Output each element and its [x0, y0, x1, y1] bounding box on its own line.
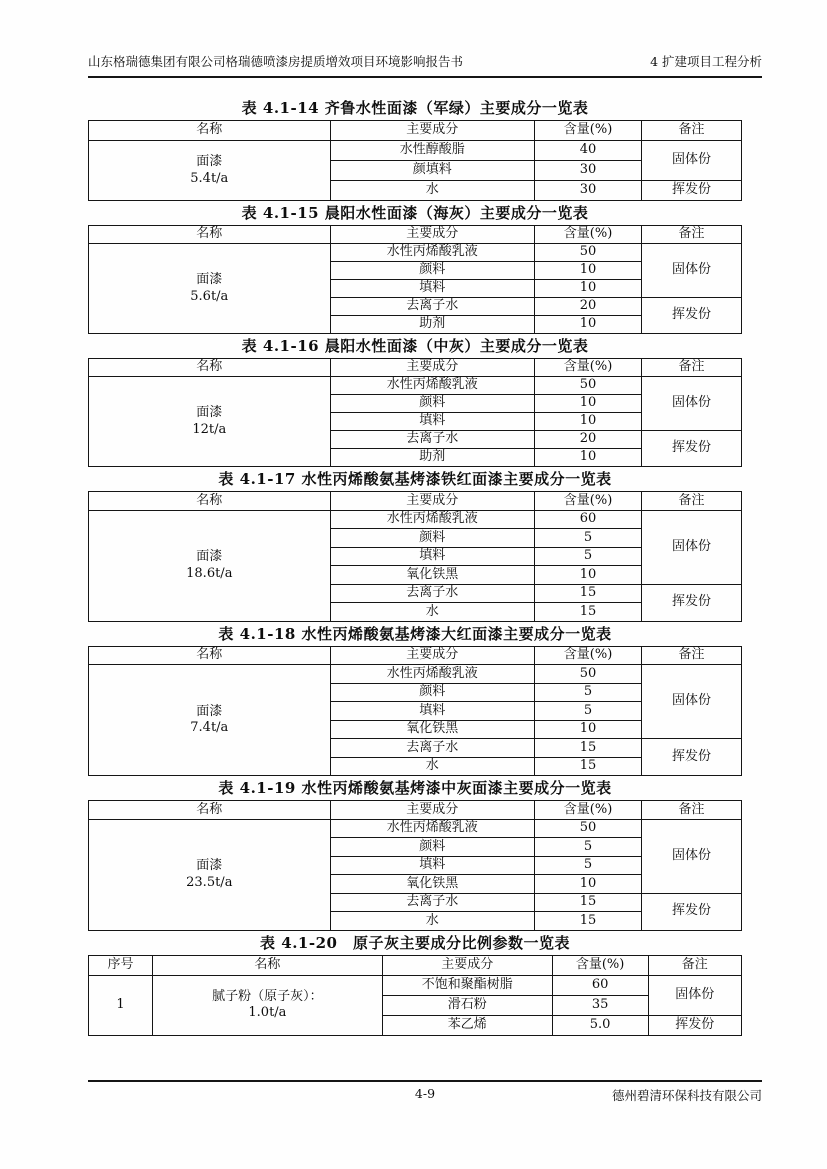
content-cell: 5 — [534, 529, 641, 548]
header-chapter: 4 扩建项目工程分析 — [650, 54, 762, 69]
content-cell: 20 — [534, 431, 641, 449]
table-header-row — [89, 226, 742, 244]
footer-company: 德州碧清环保科技有限公司 — [611, 1088, 762, 1103]
name-line: 7.4t/a — [190, 720, 229, 735]
component-cell: 颜料 — [330, 683, 534, 702]
component-cell: 去离子水 — [330, 298, 534, 316]
remark-cell: 固体份 — [642, 244, 742, 298]
table-title: 表 4.1-18 水性丙烯酸氨基烤漆大红面漆主要成分一览表 — [218, 624, 612, 643]
remark-cell: 挥发份 — [642, 431, 742, 467]
header-cell: 主要成分 — [330, 646, 534, 665]
table-title: 表 4.1-20 原子灰主要成分比例参数一览表 — [260, 933, 570, 952]
content-cell: 5 — [534, 683, 641, 702]
header-cell: 主要成分 — [330, 226, 534, 244]
header-cell: 名称 — [89, 359, 331, 377]
remark-cell: 固体份 — [648, 975, 741, 1015]
name-line: 5.4t/a — [190, 170, 229, 186]
component-cell: 去离子水 — [330, 584, 534, 603]
components-table — [88, 491, 742, 622]
content-cell: 5 — [534, 547, 641, 566]
name-line: 面漆 — [196, 703, 223, 719]
components-table — [88, 225, 742, 334]
content-cell: 20 — [534, 298, 641, 316]
content-cell: 15 — [534, 893, 641, 912]
component-cell: 去离子水 — [330, 431, 534, 449]
header-cell: 备注 — [642, 121, 742, 141]
content-cell: 10 — [534, 720, 641, 739]
remark-cell: 固体份 — [642, 141, 742, 181]
content-cell: 10 — [534, 316, 641, 334]
content-cell: 10 — [534, 413, 641, 431]
component-cell: 苯乙烯 — [382, 1015, 552, 1035]
table-row — [89, 665, 742, 684]
remark-cell: 挥发份 — [642, 181, 742, 201]
component-cell: 水性丙烯酸乳液 — [330, 377, 534, 395]
name-cell — [89, 141, 331, 201]
table-title: 表 4.1-14 齐鲁水性面漆（军绿）主要成分一览表 — [241, 99, 589, 117]
content-cell: 10 — [534, 566, 641, 585]
name-line: 23.5t/a — [186, 874, 233, 890]
table-header-row — [89, 955, 742, 975]
components-table — [88, 646, 742, 777]
header-cell: 名称 — [152, 955, 382, 975]
component-cell: 颜填料 — [330, 161, 534, 181]
component-cell: 填料 — [330, 280, 534, 298]
component-cell: 水性丙烯酸乳液 — [330, 510, 534, 529]
header-cell: 含量(%) — [534, 121, 641, 141]
component-cell: 助剂 — [330, 316, 534, 334]
header-cell: 含量(%) — [534, 359, 641, 377]
remark-cell: 挥发份 — [642, 584, 742, 621]
content-cell: 5 — [534, 702, 641, 721]
header-cell: 主要成分 — [330, 492, 534, 511]
content-cell: 15 — [534, 584, 641, 603]
header-cell: 名称 — [89, 121, 331, 141]
name-line: 面漆 — [196, 858, 223, 874]
component-cell: 去离子水 — [330, 739, 534, 758]
name-cell — [89, 665, 331, 776]
content-cell: 5.0 — [552, 1015, 648, 1035]
header-cell: 主要成分 — [330, 801, 534, 820]
name-cell — [89, 377, 331, 467]
component-cell: 氧化铁黑 — [330, 875, 534, 894]
table-header-row — [89, 121, 742, 141]
component-cell: 水性丙烯酸乳液 — [330, 244, 534, 262]
header-cell: 备注 — [642, 646, 742, 665]
header-cell: 名称 — [89, 226, 331, 244]
name-line: 18.6t/a — [186, 565, 233, 581]
page-footer — [88, 1080, 762, 1103]
table-title: 表 4.1-16 晨阳水性面漆（中灰）主要成分一览表 — [241, 337, 589, 355]
table-header-row — [89, 801, 742, 820]
component-cell: 助剂 — [330, 449, 534, 467]
table-title: 表 4.1-17 水性丙烯酸氨基烤漆铁红面漆主要成分一览表 — [218, 470, 612, 488]
header-cell: 名称 — [89, 801, 331, 820]
remark-cell: 固体份 — [642, 510, 742, 584]
header-cell: 含量(%) — [534, 226, 641, 244]
remark-cell: 挥发份 — [648, 1015, 741, 1035]
header-cell: 名称 — [89, 492, 331, 511]
header-cell: 含量(%) — [534, 646, 641, 665]
remark-cell: 固体份 — [642, 377, 742, 431]
name-cell — [89, 510, 331, 621]
table-row — [89, 141, 742, 161]
component-cell: 填料 — [330, 702, 534, 721]
table-title: 表 4.1-19 水性丙烯酸氨基烤漆中灰面漆主要成分一览表 — [218, 779, 612, 797]
page-header — [88, 52, 762, 78]
component-cell: 填料 — [330, 413, 534, 431]
content-cell: 10 — [534, 280, 641, 298]
name-line: 1.0t/a — [248, 1005, 287, 1020]
header-cell: 主要成分 — [330, 121, 534, 141]
component-cell: 氧化铁黑 — [330, 566, 534, 585]
content-cell: 30 — [534, 161, 641, 181]
component-cell: 水性醇酸脂 — [330, 141, 534, 161]
remark-cell: 挥发份 — [642, 739, 742, 776]
remark-cell: 挥发份 — [642, 893, 742, 930]
component-cell: 去离子水 — [330, 893, 534, 912]
component-cell: 氧化铁黑 — [330, 720, 534, 739]
name-cell — [89, 244, 331, 334]
name-cell — [152, 975, 382, 1035]
content-cell: 5 — [534, 838, 641, 857]
component-cell: 填料 — [330, 547, 534, 566]
header-cell: 备注 — [642, 226, 742, 244]
page-number: 4-9 — [414, 1086, 436, 1101]
name-line: 腻子粉（原子灰）： — [212, 988, 323, 1004]
remark-cell: 固体份 — [642, 819, 742, 893]
component-cell: 水 — [330, 603, 534, 622]
component-cell: 颜料 — [330, 529, 534, 548]
content-cell: 40 — [534, 141, 641, 161]
content-cell: 50 — [534, 665, 641, 684]
header-cell: 备注 — [648, 955, 741, 975]
header-cell: 备注 — [642, 801, 742, 820]
component-cell: 颜料 — [330, 262, 534, 280]
name-line: 面漆 — [196, 272, 223, 288]
name-line: 12t/a — [192, 421, 227, 437]
components-table — [88, 800, 742, 931]
header-cell: 含量(%) — [552, 955, 648, 975]
content-cell: 60 — [534, 510, 641, 529]
remark-cell: 固体份 — [642, 665, 742, 739]
components-table — [88, 358, 742, 467]
component-cell: 水性丙烯酸乳液 — [330, 819, 534, 838]
component-cell: 填料 — [330, 856, 534, 875]
header-cell: 序号 — [89, 955, 153, 975]
table-row — [89, 244, 742, 262]
header-cell: 名称 — [89, 646, 331, 665]
components-table — [88, 955, 742, 1036]
component-cell: 水 — [330, 912, 534, 931]
table-row — [89, 975, 742, 995]
content-cell: 50 — [534, 377, 641, 395]
table-title: 表 4.1-15 晨阳水性面漆（海灰）主要成分一览表 — [241, 204, 589, 222]
header-report-title: 山东格瑞德集团有限公司格瑞德喷漆房提质增效项目环境影响报告书 — [88, 54, 464, 69]
content-cell: 30 — [534, 181, 641, 201]
component-cell: 颜料 — [330, 395, 534, 413]
content-cell: 10 — [534, 262, 641, 280]
serial-cell: 1 — [89, 975, 153, 1035]
table-row — [89, 377, 742, 395]
table-row — [89, 510, 742, 529]
content-cell: 10 — [534, 449, 641, 467]
component-cell: 滑石粉 — [382, 995, 552, 1015]
name-line: 面漆 — [196, 405, 223, 421]
content-cell: 50 — [534, 244, 641, 262]
name-cell — [89, 819, 331, 930]
content-cell: 5 — [534, 856, 641, 875]
component-cell: 不饱和聚酯树脂 — [382, 975, 552, 995]
table-row — [89, 819, 742, 838]
content-cell: 50 — [534, 819, 641, 838]
component-cell: 水 — [330, 181, 534, 201]
component-cell: 颜料 — [330, 838, 534, 857]
content-cell: 15 — [534, 603, 641, 622]
content-cell: 15 — [534, 757, 641, 776]
content-cell: 10 — [534, 395, 641, 413]
component-cell: 水 — [330, 757, 534, 776]
content-cell: 35 — [552, 995, 648, 1015]
content-cell: 60 — [552, 975, 648, 995]
header-cell: 备注 — [642, 359, 742, 377]
name-line: 面漆 — [196, 154, 223, 170]
header-cell: 含量(%) — [534, 492, 641, 511]
content-cell: 15 — [534, 739, 641, 758]
table-header-row — [89, 646, 742, 665]
header-cell: 含量(%) — [534, 801, 641, 820]
table-header-row — [89, 359, 742, 377]
content-cell: 15 — [534, 912, 641, 931]
name-line: 面漆 — [196, 549, 223, 565]
component-cell: 水性丙烯酸乳液 — [330, 665, 534, 684]
components-table — [88, 120, 742, 201]
header-cell: 主要成分 — [330, 359, 534, 377]
tables-region — [88, 96, 742, 1036]
content-cell: 10 — [534, 875, 641, 894]
name-line: 5.6t/a — [190, 288, 229, 304]
header-cell: 备注 — [642, 492, 742, 511]
table-header-row — [89, 492, 742, 511]
remark-cell: 挥发份 — [642, 298, 742, 334]
header-cell: 主要成分 — [382, 955, 552, 975]
